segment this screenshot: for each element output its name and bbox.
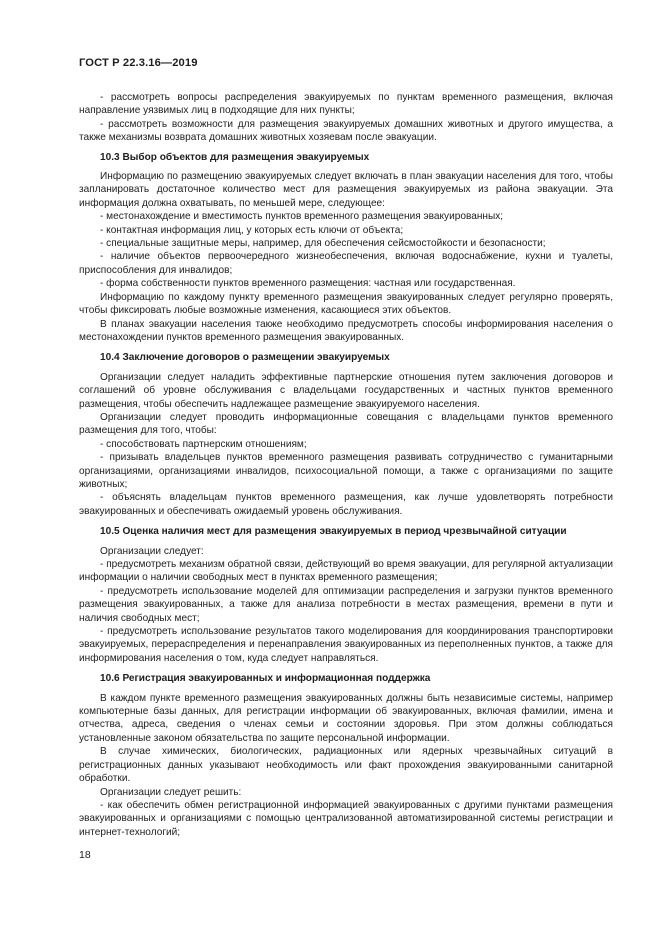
- list-item: - контактная информация лиц, у которых есть ключи от объекта;: [100, 224, 404, 236]
- paragraph: Информацию по размещению эвакуируемых следует включать в план эвакуации населения для того, чтобы запланировать достаточное количество мест для размещения эвакуируемых из района эвакуации. Эта информация должна охватывать, по меньшей мере, следующее:: [79, 171, 613, 209]
- paragraph: В случае химических, биологических, радиационных или ядерных чрезвычайных ситуаций в регистрационных данных указывают необходимость или факт прохождения эвакуированными санитарной обработки.: [79, 746, 613, 785]
- paragraph: Организации следует решить:: [100, 786, 242, 798]
- document-body: [79, 91, 613, 839]
- section-heading: 10.5 Оценка наличия мест для размещения эвакуируемых в период чрезвычайной ситуации: [100, 526, 567, 538]
- list-item: - призывать владельцев пунктов временного размещения развивать сотрудничество с гуманитарными организациями, организациями инвалидов, психосоциальной помощи, а также с организациями по защите животных;: [79, 452, 613, 490]
- list-item: - предусмотреть механизм обратной связи, действующий во время эвакуации, для регулярной актуализации информации о наличии свободных мест в пунктах временного размещения;: [79, 559, 613, 584]
- list-item: - форма собственности пунктов временного размещения: частная или государственная.: [100, 278, 516, 290]
- paragraph: В каждом пункте временного размещения эвакуированных должны быть независимые системы, например компьютерные базы данных, для регистрации информации об эвакуированных, включая фамилии, имена и отчества, адреса, сведения о членах семьи и состоянии здоровья. При этом должны соблюдаться установленные законом обязательства по защите персональной информации.: [79, 692, 613, 744]
- list-item: - способствовать партнерским отношениям;: [100, 438, 307, 450]
- list-item: - как обеспечить обмен регистрационной информацией эвакуированных с другими пунктами размещения эвакуированных и организациями с помощью централизованной автоматизированной системы регистрации и интернет-технологий;: [79, 799, 613, 838]
- list-item: - специальные защитные меры, например, для обеспечения сейсмостойкости и безопасности;: [100, 238, 546, 250]
- paragraph: Организации следует наладить эффективные партнерские отношения путем заключения договоров и соглашений об уровне обслуживания с владельцами государственных и частных пунктов временного размещения, чтобы обеспечить надлежащее размещение эвакуируемого населения.: [79, 371, 613, 410]
- list-item: - предусмотреть использование моделей для оптимизации распределения и загрузки пунктов временного размещения эвакуированных, а также для анализа потребности в местах размещения, времени в пути и наличия свободных мест;: [79, 585, 613, 624]
- paragraph: Организации следует проводить информационные совещания с владельцами пунктов временного размещения для того, чтобы:: [79, 411, 613, 437]
- paragraph: В планах эвакуации населения также необходимо предусмотреть способы информирования населения о местонахождении пунктов временного размещения эвакуированных.: [79, 318, 613, 343]
- paragraph: Организации следует:: [100, 545, 204, 557]
- list-item: - местонахождение и вместимость пунктов временного размещения эвакуированных;: [100, 211, 504, 223]
- list-item: - рассмотреть вопросы распределения эвакуируемых по пунктам временного размещения, включая направление уязвимых лиц в подходящие для них пункты;: [79, 92, 613, 117]
- section-heading: 10.3 Выбор объектов для размещения эвакуируемых: [100, 151, 370, 163]
- list-item: - наличие объектов первоочередного жизнеобеспечения, включая водоснабжение, кухни и туалеты, приспособления для инвалидов;: [79, 251, 613, 276]
- list-item: - предусмотреть использование результатов такого моделирования для координирования транспортировки эвакуируемых, перераспределения и перенаправления эвакуированных из переполненных пунктов, а также для информирования населения о том, куда следует направляться.: [79, 626, 613, 664]
- page-number: 18: [79, 849, 91, 861]
- section-heading: 10.6 Регистрация эвакуированных и информационная поддержка: [100, 673, 431, 685]
- document-code-header: ГОСТ Р 22.3.16—2019: [79, 57, 198, 69]
- section-heading: 10.4 Заключение договоров о размещении эвакуируемых: [100, 352, 390, 364]
- list-item: - рассмотреть возможности для размещения эвакуируемых домашних животных и другого имущества, а также механизмы возврата домашних животных хозяевам после эвакуации.: [79, 118, 613, 144]
- paragraph: Информацию по каждому пункту временного размещения эвакуированных следует регулярно проверять, чтобы фиксировать любые возможные изменения, касающиеся этих объектов.: [79, 291, 613, 317]
- list-item: - объяснять владельцам пунктов временного размещения, как лучше удовлетворять потребности эвакуированных и обеспечивать ожидаемый уровень обслуживания.: [79, 492, 613, 517]
